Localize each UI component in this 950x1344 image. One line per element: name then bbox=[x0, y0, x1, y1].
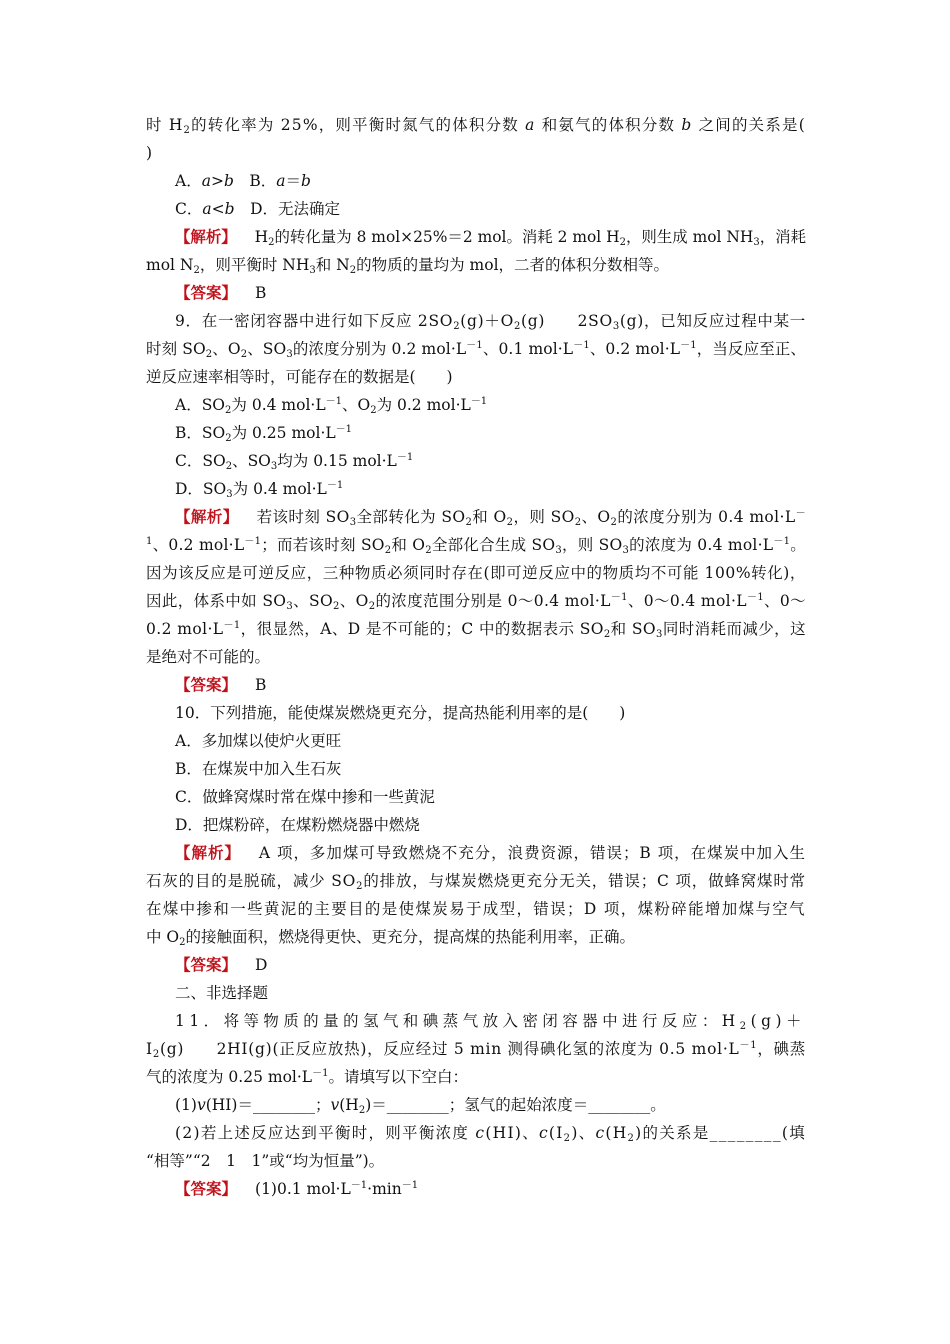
text-line: 是绝对不可能的。 bbox=[146, 648, 271, 666]
text-line: C．a<b D．无法确定 bbox=[175, 200, 340, 218]
text-line: A．a>b B．a＝b bbox=[175, 172, 311, 190]
text-line: 【答案】 B bbox=[175, 675, 267, 694]
text-line: 二、非选择题 bbox=[175, 984, 269, 1002]
answer-tag: 【解析】 bbox=[175, 227, 237, 246]
text-line: 9．在一密闭容器中进行如下反应 $2SO_2(g)+O_2(g)$ $2SO_3(g)$，已知反应过程中某一 bbox=[175, 312, 806, 332]
text-line: 时 $H_2$的转化率为 25%，则平衡时氮气的体积分数 a 和氨气的体积分数 b 之间的关系是( bbox=[146, 116, 806, 136]
answer-tag: 【答案】 bbox=[175, 283, 238, 302]
text-line: 【解析】 若该时刻 $SO_3$全部转化为 $SO_2$和 $O_2$，则 $SO_2$、$O_2$的浓度分别为 0.4 mol·L－ bbox=[175, 507, 806, 528]
text-line: 逆反应速率相等时，可能存在的数据是( ) bbox=[146, 368, 453, 386]
text-line: (1)v(HI)＝________；$v(H_2)=\_\_\_\_\_\_\_\_$；氢气的起始浓度＝________。 bbox=[175, 1096, 666, 1116]
text-line: 0.2 $mol\cdot L^{-1}$，很显然，A、D 是不可能的；C 中的数据表示 $SO_2$和 $SO_3$同时消耗而减少，这 bbox=[146, 620, 806, 640]
text-line: $^1$、0.2 $mol\cdot L^{-1}$；而若该时刻 $SO_2$和 $O_2$全部化合生成 $SO_3$，则 $SO_3$的浓度为 0.4 $mol\cdot L^{-1}$。 bbox=[146, 536, 806, 556]
text-line: 因此，体系中如 $SO_3$、$SO_2$、$O_2$的浓度范围分别是 0～0.4 $mol\cdot L^{-1}$、0～0.4 $mol\cdot L^{-1}$、0～ bbox=[146, 592, 807, 612]
text-line: (2)若上述反应达到平衡时，则平衡浓度 c(HI)、$c(I_2)$、$c(H_2)$的关系是________(填 bbox=[175, 1124, 806, 1144]
text-line: 时刻 $SO_2$、$O_2$、$SO_3$的浓度分别为 0.2 $mol\cdot L^{-1}$、0.1 $mol\cdot L^{-1}$、0.2 $mol\cdot L^{-1}$，当反应至正、 bbox=[146, 340, 807, 360]
answer-tag: 【解析】 bbox=[175, 507, 239, 526]
answer-tag: 【答案】 bbox=[175, 955, 238, 974]
text-line: A．$SO_2$为 0.4 $mol\cdot L^{-1}$、$O_2$为 0.2 $mol\cdot L^{-1}$ bbox=[175, 396, 488, 416]
answer-tag: 【答案】 bbox=[175, 675, 238, 694]
text-line: B．在煤炭中加入生石灰 bbox=[175, 760, 342, 778]
text-line: 石灰的目的是脱硫，减少 $SO_2$的排放，与煤炭燃烧更充分无关，错误；C 项，做蜂窝煤时常 bbox=[146, 872, 806, 892]
text-line: “相等”“2 1 1”或“均为恒量”)。 bbox=[146, 1152, 385, 1170]
text-line: B．$SO_2$为 0.25 $mol\cdot L^{-1}$ bbox=[175, 424, 353, 444]
text-line: 【解析】 A 项，多加煤可导致燃烧不充分，浪费资源，错误；B 项，在煤炭中加入生 bbox=[175, 843, 806, 862]
text-line: C．$SO_2$、$SO_3$均为 0.15 $mol\cdot L^{-1}$ bbox=[175, 452, 414, 472]
text-line: $I_2(g)$ 2HI(g)(正反应放热)，反应经过 5 min 测得碘化氢的浓度为 0.5 $mol\cdot L^{-1}$，碘蒸 bbox=[146, 1040, 806, 1060]
text-line: 气的浓度为 0.25 $mol\cdot L^{-1}$。请填写以下空白： bbox=[146, 1068, 468, 1086]
text-line: 中 $O_2$的接触面积，燃烧得更快、更充分，提高煤的热能利用率，正确。 bbox=[146, 928, 636, 948]
text-line: A．多加煤以使炉火更旺 bbox=[175, 732, 342, 750]
text-line: 在煤中掺和一些黄泥的主要目的是使煤炭易于成型，错误；D 项，煤粉碎能增加煤与空气 bbox=[146, 900, 806, 918]
text-line: 【解析】 $H_2$的转化量为 8 mol×25%＝2 mol。消耗 2 mol $H_2$，则生成 mol $NH_3$，消耗 bbox=[175, 227, 807, 248]
answer-tag: 【答案】 bbox=[175, 1179, 238, 1198]
text-line: 11．将等物质的量的氢气和碘蒸气放入密闭容器中进行反应：$H_2(g)+$ bbox=[175, 1012, 806, 1032]
text-line: mol $N_2$，则平衡时 $NH_3$和 $N_2$的物质的量均为 mol，二者的体积分数相等。 bbox=[146, 256, 670, 276]
text-line: D．把煤粉碎，在煤粉燃烧器中燃烧 bbox=[175, 816, 420, 834]
text-line: 【答案】 D bbox=[175, 955, 268, 974]
text-line: 【答案】 B bbox=[175, 283, 267, 302]
text-line: C．做蜂窝煤时常在煤中掺和一些黄泥 bbox=[175, 788, 435, 806]
text-line: 因为该反应是可逆反应，三种物质必须同时存在(即可逆反应中的物质均不可能 100%转化)， bbox=[146, 564, 806, 582]
text-line: 10．下列措施，能使煤炭燃烧更充分，提高热能利用率的是( ) bbox=[175, 704, 626, 722]
text-line: D．$SO_3$为 0.4 $mol\cdot L^{-1}$ bbox=[175, 480, 344, 500]
answer-tag: 【解析】 bbox=[175, 843, 241, 862]
text-line: 【答案】 (1)0.1 $mol\cdot L^{-1}\cdot\min^{-1}$ bbox=[175, 1179, 419, 1198]
text-line: ) bbox=[146, 144, 153, 162]
